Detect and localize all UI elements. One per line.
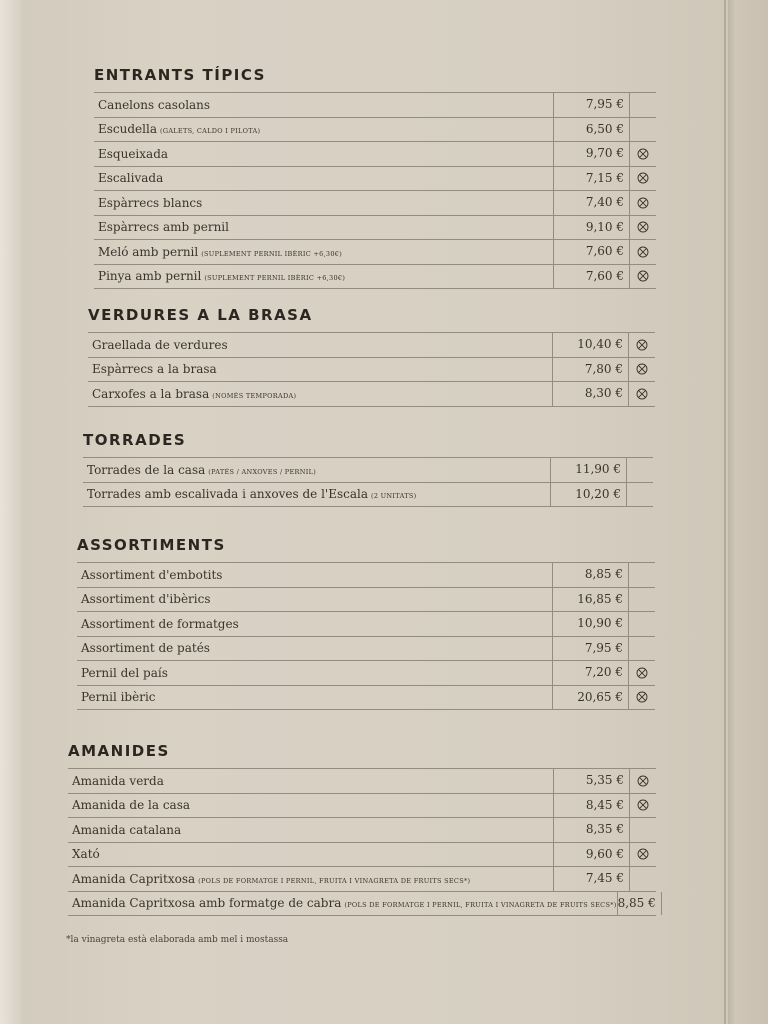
section-entrants-tipics [94,64,656,289]
item-name-cell [68,847,553,861]
item-name: Amanida Capritxosa [72,871,196,886]
gluten-free-icon [636,691,648,703]
menu-item [77,563,655,588]
item-price: 9,70 € [553,142,629,166]
item-name: Assortiment de patés [81,641,210,656]
item-name-cell [68,823,553,837]
icon-cell [629,142,656,166]
menu-item [77,661,655,686]
item-name: Torrades de la casa [87,462,206,477]
icon-cell [629,818,656,842]
item-name-cell [68,896,617,910]
item-name-cell [77,666,552,680]
icon-cell [628,563,655,587]
icon-cell [629,769,656,793]
icon-cell [628,612,655,636]
item-name-cell [94,220,553,234]
item-price: 7,95 € [553,93,629,117]
menu-item [94,118,656,143]
icon-cell [626,483,653,507]
menu-table [77,562,655,710]
menu-table [68,768,656,916]
item-name-cell [68,798,553,812]
menu-item [68,818,656,843]
item-name-cell [77,690,552,704]
gluten-free-icon [637,799,649,811]
item-name: Assortiment d'embotits [81,567,223,582]
item-name: Assortiment d'ibèrics [81,592,211,607]
item-name: Graellada de verdures [92,337,228,352]
section-title: AMANIDES [68,742,170,760]
item-note: (PATÉS / ANXOVES / PERNIL) [208,467,317,476]
item-name: Esqueixada [98,146,169,161]
item-price: 8,35 € [553,818,629,842]
item-price: 7,20 € [552,661,628,685]
item-price: 7,45 € [553,867,629,891]
page-edge-line [724,0,726,1024]
menu-item [68,769,656,794]
item-name-cell [94,269,553,283]
item-price: 8,85 € [617,892,661,916]
footnote: *la vinagreta està elaborada amb mel i mostassa [66,935,289,945]
menu-table [94,92,656,289]
menu-item [94,142,656,167]
icon-cell [629,118,656,142]
item-name-cell [94,98,553,112]
item-price: 7,60 € [553,265,629,289]
item-name-cell [68,774,553,788]
section-title: VERDURES A LA BRASA [88,306,313,324]
item-name: Pinya amb pernil [98,269,202,284]
background-left [0,0,22,1024]
icon-cell [628,333,655,357]
icon-cell [661,892,662,916]
menu-item [83,458,653,483]
icon-cell [629,191,656,215]
section-title: ASSORTIMENTS [77,536,226,554]
gluten-free-icon [637,197,649,209]
menu-table [88,332,655,407]
item-price: 7,40 € [553,191,629,215]
icon-cell [629,167,656,191]
icon-cell [629,794,656,818]
icon-cell [629,216,656,240]
item-name: Canelons casolans [98,97,211,112]
gluten-free-icon [636,667,648,679]
icon-cell [629,843,656,867]
item-note: (POLS DE FORMATGE I PERNIL, FRUITA I VINAGRETA DE FRUITS SECS*) [198,876,471,885]
item-name-cell [68,872,553,886]
item-name-cell [77,592,552,606]
item-price: 10,40 € [552,333,628,357]
item-price: 16,85 € [552,588,628,612]
item-price: 7,60 € [553,240,629,264]
section-title: ENTRANTS TÍPICS [94,66,266,84]
item-price: 6,50 € [553,118,629,142]
section-verdures-a-la-brasa [88,304,655,407]
item-name-cell [77,617,552,631]
icon-cell [628,686,655,710]
menu-item [88,358,655,383]
icon-cell [628,588,655,612]
item-name-cell [94,196,553,210]
item-note: (2 UNITATS) [371,492,417,501]
icon-cell [628,637,655,661]
icon-cell [628,382,655,406]
item-name: Amanida de la casa [72,798,191,813]
item-name-cell [94,147,553,161]
item-price: 9,10 € [553,216,629,240]
item-name-cell [94,122,553,136]
icon-cell [629,867,656,891]
icon-cell [628,661,655,685]
menu-item [94,191,656,216]
icon-cell [629,265,656,289]
item-price: 7,80 € [552,358,628,382]
item-name-cell [94,245,553,259]
item-name: Espàrrecs blancs [98,195,203,210]
item-name-cell [88,387,552,401]
section-assortiments [77,534,655,710]
section-amanides [68,740,656,916]
item-price: 8,85 € [552,563,628,587]
section-torrades [83,429,653,507]
item-name-cell [94,171,553,185]
item-note: (SUPLEMENT PERNIL IBÈRIC +6,30€) [204,274,346,283]
gluten-free-icon [637,246,649,258]
item-price: 9,60 € [553,843,629,867]
item-price: 7,95 € [552,637,628,661]
item-price: 20,65 € [552,686,628,710]
item-note: (GALETS, CALDO I PILOTA) [159,127,261,136]
gluten-free-icon [637,848,649,860]
menu-item [94,265,656,290]
menu-item [83,483,653,508]
menu-item [77,588,655,613]
menu-item [88,333,655,358]
menu-item [68,794,656,819]
item-name: Meló amb pernil [98,244,199,259]
menu-item [77,612,655,637]
item-note: (SUPLEMENT PERNIL IBÈRIC +6,30€) [201,249,343,258]
item-note: (NOMÉS TEMPORADA) [212,391,297,400]
item-note: (POLS DE FORMATGE I PERNIL, FRUITA I VINAGRETA DE FRUITS SECS*) [344,901,617,910]
item-name-cell [77,568,552,582]
menu-item [77,686,655,711]
menu-item [94,93,656,118]
item-name: Pernil ibèric [81,690,156,705]
menu-table [83,457,653,507]
item-name-cell [83,463,550,477]
gluten-free-icon [637,221,649,233]
item-name: Carxofes a la brasa [92,386,210,401]
item-name: Espàrrecs a la brasa [92,362,217,377]
menu-item [77,637,655,662]
item-name: Amanida Capritxosa amb formatge de cabra [72,896,342,911]
gluten-free-icon [637,172,649,184]
item-price: 10,20 € [550,483,626,507]
item-price: 8,30 € [552,382,628,406]
gluten-free-icon [637,270,649,282]
icon-cell [628,358,655,382]
item-name-cell [88,338,552,352]
page-edge [728,0,768,1024]
icon-cell [629,240,656,264]
menu-item [94,240,656,265]
gluten-free-icon [636,339,648,351]
item-price: 7,15 € [553,167,629,191]
gluten-free-icon [637,775,649,787]
menu-item [68,892,656,917]
menu-item [88,382,655,407]
item-name-cell [83,487,550,501]
gluten-free-icon [636,388,648,400]
menu-item [94,216,656,241]
item-price: 8,45 € [553,794,629,818]
item-name: Escalivada [98,171,164,186]
item-name: Xató [72,847,100,862]
item-name: Espàrrecs amb pernil [98,220,229,235]
item-price: 11,90 € [550,458,626,482]
section-title: TORRADES [83,431,187,449]
item-name: Amanida verda [72,773,164,788]
menu-item [94,167,656,192]
item-price: 5,35 € [553,769,629,793]
item-name: Torrades amb escalivada i anxoves de l'Escala [87,487,369,502]
icon-cell [626,458,653,482]
item-name: Pernil del país [81,665,168,680]
item-price: 10,90 € [552,612,628,636]
menu-item [68,867,656,892]
icon-cell [629,93,656,117]
item-name-cell [88,362,552,376]
gluten-free-icon [636,363,648,375]
gluten-free-icon [637,148,649,160]
item-name-cell [77,641,552,655]
menu-item [68,843,656,868]
item-name: Escudella [98,122,157,137]
item-name: Assortiment de formatges [81,616,239,631]
item-name: Amanida catalana [72,822,182,837]
